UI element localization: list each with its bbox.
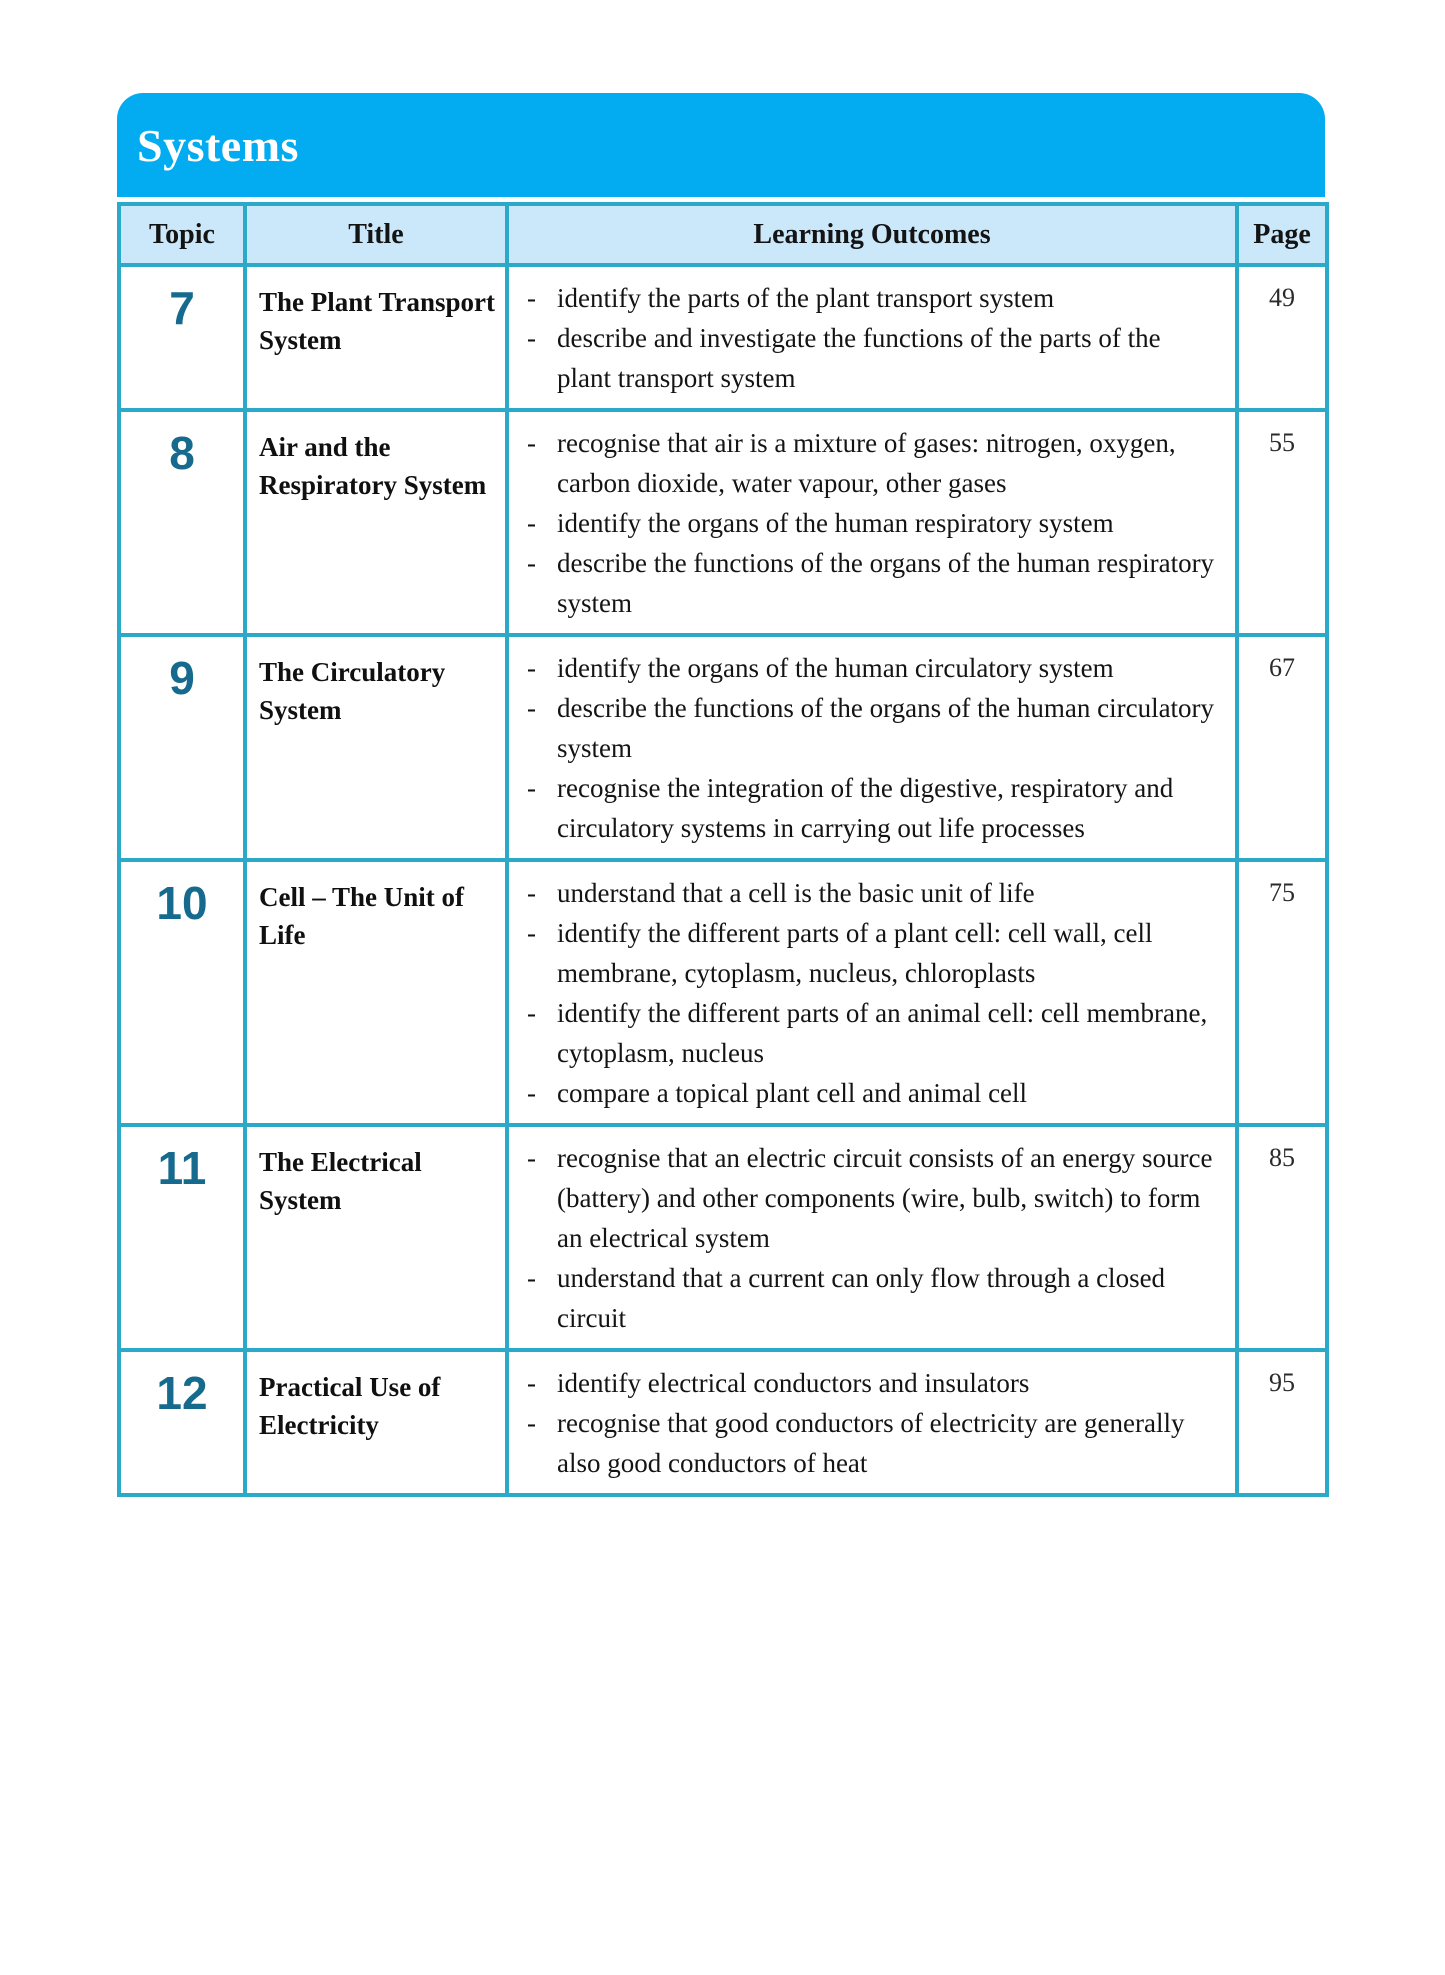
bullet-dash: - xyxy=(527,653,536,683)
bullet-dash: - xyxy=(527,548,536,578)
learning-outcome-item xyxy=(527,1138,1221,1258)
learning-outcome-item xyxy=(527,1073,1221,1113)
bullet-dash: - xyxy=(527,1143,536,1173)
page-number: 95 xyxy=(1237,1350,1327,1495)
page-number: 75 xyxy=(1237,860,1327,1125)
learning-outcome-item xyxy=(527,768,1221,848)
topic-title: The Circulatory System xyxy=(245,635,507,860)
bullet-dash: - xyxy=(527,918,536,948)
learning-outcome-item xyxy=(527,1363,1221,1403)
learning-outcome-item xyxy=(527,1403,1221,1483)
learning-outcome-text: describe the functions of the organs of the human circulatory system xyxy=(557,693,1215,763)
topic-title: Cell – The Unit of Life xyxy=(245,860,507,1125)
bullet-dash: - xyxy=(527,878,536,908)
topic-title: Practical Use of Electricity xyxy=(245,1350,507,1495)
topic-cell xyxy=(119,635,245,860)
learning-outcome-text: describe and investigate the functions of the parts of the plant transport system xyxy=(557,323,1161,393)
learning-outcome-item xyxy=(527,993,1221,1073)
bullet-dash: - xyxy=(527,1263,536,1293)
bullet-dash: - xyxy=(527,283,536,313)
bullet-dash: - xyxy=(527,1368,536,1398)
table-row xyxy=(119,1125,1327,1350)
learning-outcomes-list xyxy=(507,1125,1237,1350)
topic-cell xyxy=(119,1125,245,1350)
bullet-dash: - xyxy=(527,1078,536,1108)
section-title: Systems xyxy=(137,119,299,171)
learning-outcomes-list xyxy=(507,265,1237,410)
topic-title: The Electrical System xyxy=(245,1125,507,1350)
topic-cell xyxy=(119,860,245,1125)
section-header xyxy=(117,93,1325,197)
topic-number: 12 xyxy=(156,1367,208,1419)
bullet-dash: - xyxy=(527,428,536,458)
learning-outcome-text: recognise that an electric circuit consists of an energy source (battery) and other components (wire, bulb, switch) to form an electrical system xyxy=(557,1143,1213,1253)
learning-outcome-item xyxy=(527,873,1221,913)
table-row xyxy=(119,410,1327,635)
learning-outcome-item xyxy=(527,423,1221,503)
page-number: 67 xyxy=(1237,635,1327,860)
learning-outcome-item xyxy=(527,503,1221,543)
learning-outcome-text: identify the organs of the human circulatory system xyxy=(557,653,1114,683)
learning-outcome-text: recognise that good conductors of electricity are generally also good conductors of heat xyxy=(557,1408,1185,1478)
learning-outcome-text: identify the organs of the human respiratory system xyxy=(557,508,1114,538)
topic-cell xyxy=(119,265,245,410)
column-header-title: Title xyxy=(245,204,507,265)
learning-outcomes-list xyxy=(507,1350,1237,1495)
page-number: 49 xyxy=(1237,265,1327,410)
learning-outcome-text: identify the different parts of an animal cell: cell membrane, cytoplasm, nucleus xyxy=(557,998,1208,1068)
learning-outcome-text: identify the parts of the plant transport system xyxy=(557,283,1055,313)
bullet-dash: - xyxy=(527,323,536,353)
column-header-page: Page xyxy=(1237,204,1327,265)
bullet-dash: - xyxy=(527,1408,536,1438)
bullet-dash: - xyxy=(527,508,536,538)
learning-outcome-item xyxy=(527,688,1221,768)
learning-outcome-item xyxy=(527,318,1221,398)
page-number: 85 xyxy=(1237,1125,1327,1350)
learning-outcome-item xyxy=(527,913,1221,993)
learning-outcome-item xyxy=(527,543,1221,623)
topic-number: 10 xyxy=(156,877,208,929)
learning-outcome-text: describe the functions of the organs of the human respiratory system xyxy=(557,548,1215,618)
table-header-row xyxy=(119,204,1327,265)
learning-outcome-text: recognise that air is a mixture of gases: nitrogen, oxygen, carbon dioxide, water vapour, other gases xyxy=(557,428,1176,498)
learning-outcome-text: identify the different parts of a plant cell: cell wall, cell membrane, cytoplasm, nucleus, chloroplasts xyxy=(557,918,1153,988)
topic-title: The Plant Transport System xyxy=(245,265,507,410)
learning-outcome-text: understand that a current can only flow through a closed circuit xyxy=(557,1263,1166,1333)
table-row xyxy=(119,635,1327,860)
learning-outcome-item xyxy=(527,278,1221,318)
learning-outcome-text: compare a topical plant cell and animal cell xyxy=(557,1078,1028,1108)
table-row xyxy=(119,265,1327,410)
learning-outcome-text: understand that a cell is the basic unit of life xyxy=(557,878,1035,908)
column-header-learning-outcomes: Learning Outcomes xyxy=(507,204,1237,265)
learning-outcome-item xyxy=(527,1258,1221,1338)
bullet-dash: - xyxy=(527,693,536,723)
topic-number: 11 xyxy=(157,1142,207,1194)
topic-cell xyxy=(119,1350,245,1495)
topic-number: 8 xyxy=(169,427,195,479)
learning-outcome-item xyxy=(527,648,1221,688)
table-row xyxy=(119,1350,1327,1495)
learning-outcomes-list xyxy=(507,410,1237,635)
learning-outcomes-list xyxy=(507,860,1237,1125)
topic-title: Air and the Respiratory System xyxy=(245,410,507,635)
topic-number: 7 xyxy=(169,282,195,334)
learning-outcome-text: identify electrical conductors and insulators xyxy=(557,1368,1030,1398)
page-number: 55 xyxy=(1237,410,1327,635)
contents-table xyxy=(117,202,1329,1497)
topic-number: 9 xyxy=(169,652,195,704)
systems-section-card xyxy=(117,93,1325,1497)
learning-outcome-text: recognise the integration of the digestive, respiratory and circulatory systems in carrying out life processes xyxy=(557,773,1174,843)
bullet-dash: - xyxy=(527,773,536,803)
topic-cell xyxy=(119,410,245,635)
column-header-topic: Topic xyxy=(119,204,245,265)
table-row xyxy=(119,860,1327,1125)
bullet-dash: - xyxy=(527,998,536,1028)
learning-outcomes-list xyxy=(507,635,1237,860)
